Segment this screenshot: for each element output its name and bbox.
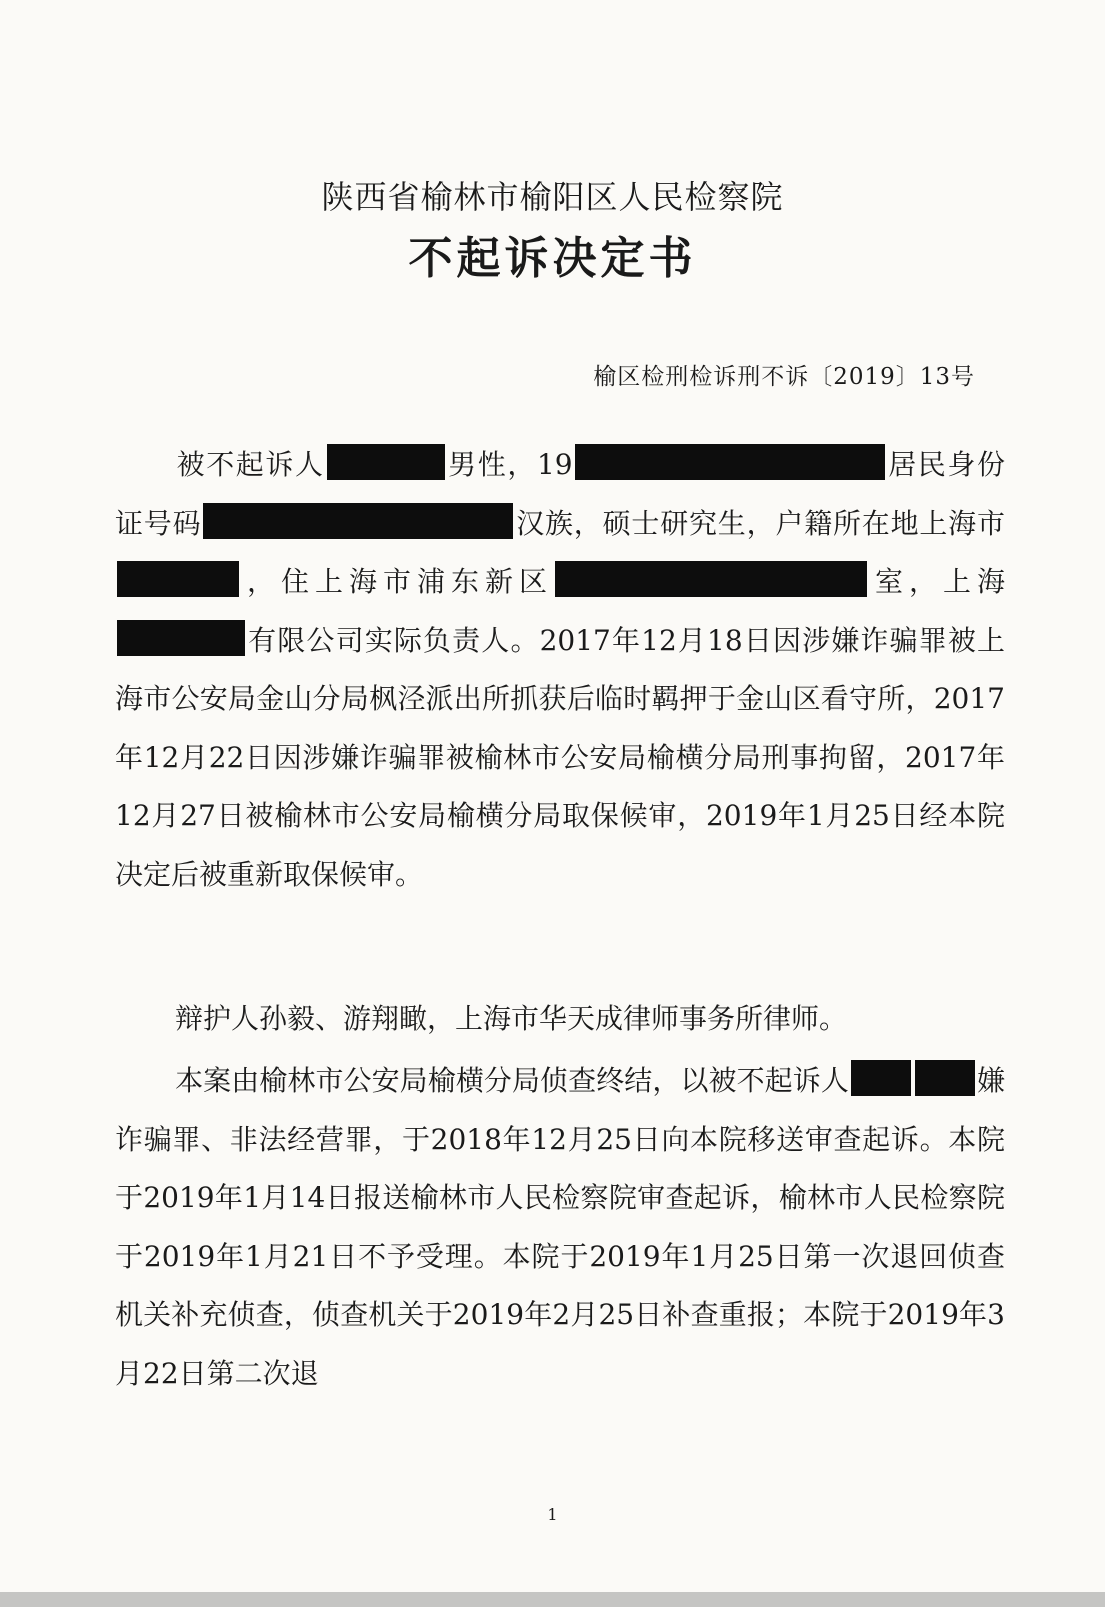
document-number: 榆区检刑检诉刑不诉〔2019〕13号 <box>593 364 975 390</box>
redaction-block <box>851 1060 911 1096</box>
redaction-block <box>117 620 245 656</box>
text-segment: ，住上海市浦东新区 <box>241 565 553 598</box>
redaction-block <box>555 561 867 597</box>
redaction-block <box>117 561 239 597</box>
text-segment: 有限公司实际负责人。2017年12月18日因涉嫌诈骗罪被上海市公安局金山分局枫泾派出所抓获后临时羁押于金山区看守所，2017年12月22日因涉嫌诈骗罪被榆林市公安局榆横分局刑事拘留，2017年12月27日被榆林市公安局榆横分局取保候审，2019年1月25日经本院决定后被重新取保候审。 <box>115 623 1005 891</box>
paragraph-defense-counsel <box>115 990 1005 1049</box>
document-title: 不起诉决定书 <box>408 233 697 284</box>
issuing-organization: 陕西省榆林市榆阳区人民检察院 <box>321 178 784 216</box>
redaction-block <box>327 444 445 480</box>
redaction-block <box>915 1060 975 1096</box>
text-segment: 被不起诉人 <box>175 448 325 481</box>
text-segment: 男性，19 <box>446 448 573 481</box>
redaction-block <box>575 444 885 480</box>
paragraph-defendant-info <box>115 436 1005 904</box>
text-segment: 室，上海 <box>868 565 1005 598</box>
text-segment: 嫌诈骗罪、非法经营罪，于2018年12月25日向本院移送审查起诉。本院于2019年1月14日报送榆林市人民检察院审查起诉，榆林市人民检察院于2019年1月21日不予受理。本院于2019年1月25日第一次退回侦查机关补充侦查，侦查机关于2019年2月25日补查重报；本院于2019年3月22日第二次退 <box>115 1064 1005 1390</box>
text-segment: 本案由榆林市公安局榆横分局侦查终结，以被不起诉人 <box>175 1064 849 1097</box>
text-segment: 居民身份证号码 <box>115 448 1005 540</box>
scan-bottom-edge <box>0 1592 1105 1607</box>
text-segment: 汉族，硕士研究生，户籍所在地上海市 <box>515 506 1005 540</box>
paragraph-case-history <box>115 1052 1005 1403</box>
text-segment: 辩护人孙毅、游翔瞰，上海市华天成律师事务所律师。 <box>175 1002 848 1035</box>
page-number: 1 <box>547 1505 558 1524</box>
redaction-block <box>203 503 513 539</box>
